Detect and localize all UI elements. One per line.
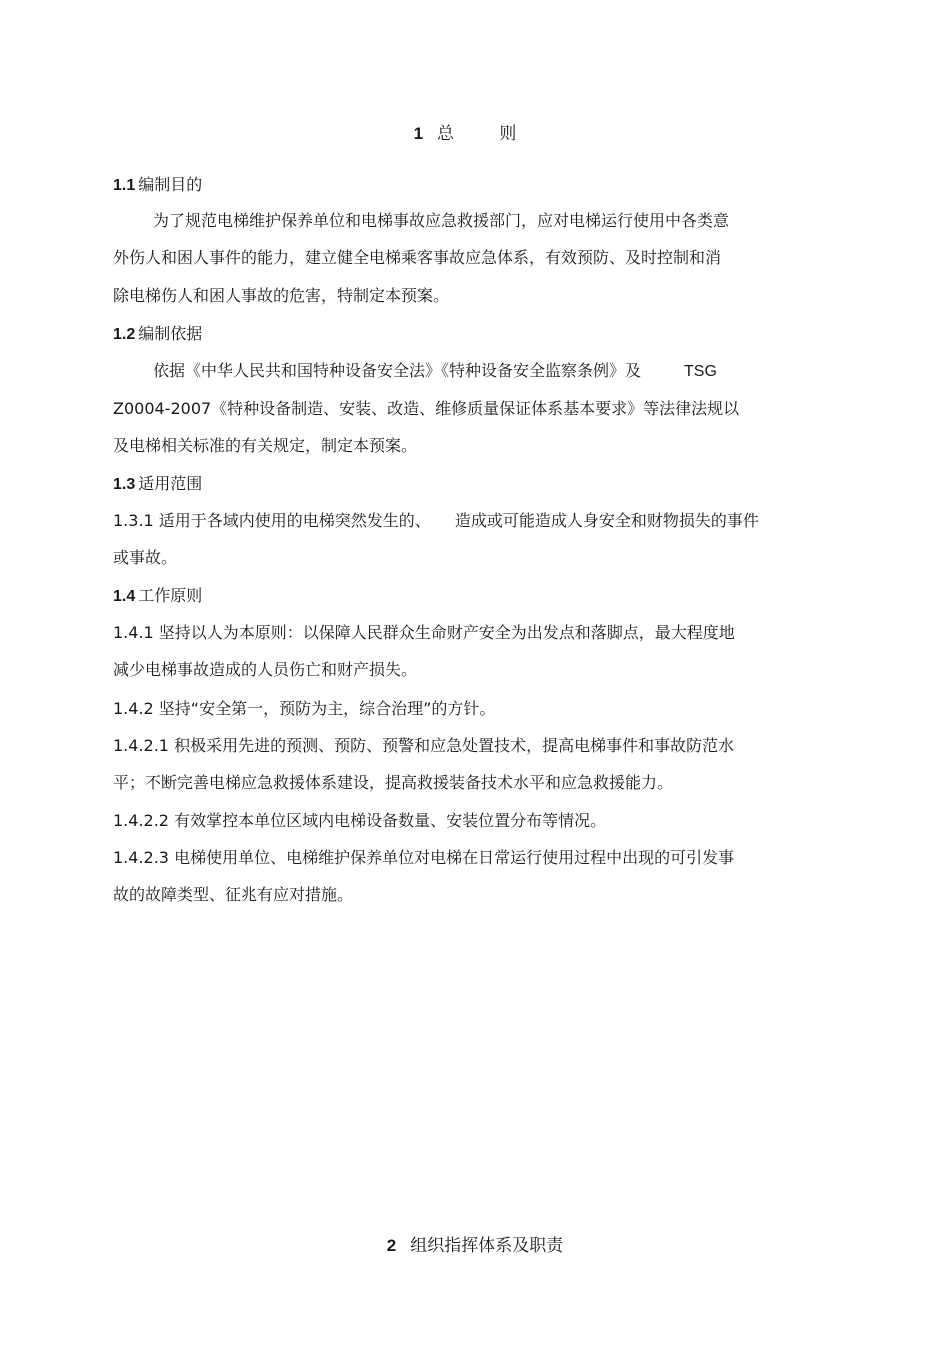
- section-1-2-number: 1.2: [113, 326, 136, 343]
- chapter-1-title: [0, 122, 950, 146]
- chapter-2-number: 2: [386, 1236, 397, 1255]
- paragraph-text: 1.3.1 适用于各域内使用的电梯突然发生的、: [113, 511, 431, 530]
- chapter-2-title: [0, 1234, 950, 1258]
- paragraph-line: 外伤人和困人事件的能力，建立健全电梯乘客事故应急体系，有效预防、及时控制和消: [113, 248, 722, 267]
- paragraph-line: 除电梯伤人和困人事故的危害，特制定本预案。: [113, 286, 450, 305]
- section-1-4-title: 工作原则: [138, 586, 203, 605]
- paragraph-line: [153, 360, 717, 383]
- paragraph-line: 减少电梯事故造成的人员伤亡和财产损失。: [113, 660, 418, 679]
- section-1-4-number: 1.4: [113, 588, 136, 605]
- paragraph-line: 故的故障类型、征兆有应对措施。: [113, 885, 354, 904]
- paragraph-line: 1.4.2.2 有效掌控本单位区域内电梯设备数量、安装位置分布等情况。: [113, 811, 607, 830]
- paragraph-line: 1.4.2 坚持“安全第一，预防为主，综合治理”的方针。: [113, 699, 496, 718]
- paragraph-line: 1.4.1 坚持以人为本原则：以保障人民群众生命财产安全为出发点和落脚点，最大程度地: [113, 623, 735, 642]
- section-1-1-heading: [113, 174, 202, 197]
- paragraph-text: 依据《中华人民共和国特种设备安全法》《特种设备安全监察条例》及: [153, 361, 642, 380]
- paragraph-line: 1.4.2.3 电梯使用单位、电梯维护保养单位对电梯在日常运行使用过程中出现的可引发事: [113, 848, 735, 867]
- section-1-3-title: 适用范围: [138, 474, 203, 493]
- paragraph-line: 或事故。: [113, 548, 178, 567]
- paragraph-line: 为了规范电梯维护保养单位和电梯事故应急救援部门，应对电梯运行使用中各类意: [153, 211, 730, 230]
- section-1-2-title: 编制依据: [138, 324, 203, 343]
- chapter-2-title-text: 组织指挥体系及职责: [410, 1236, 564, 1256]
- section-1-4-heading: [113, 585, 202, 608]
- standard-code: TSG: [684, 363, 717, 380]
- paragraph-line: [113, 510, 759, 532]
- section-1-3-heading: [113, 473, 202, 496]
- paragraph-line: 1.4.2.1 积极采用先进的预测、预防、预警和应急处置技术，提高电梯事件和事故防范水: [113, 736, 735, 755]
- chapter-1-title-text: 总 则: [437, 124, 537, 144]
- section-1-3-number: 1.3: [113, 476, 136, 493]
- section-1-1-number: 1.1: [113, 177, 136, 194]
- paragraph-line: 平；不断完善电梯应急救援体系建设，提高救援装备技术水平和应急救援能力。: [113, 773, 674, 792]
- section-1-2-heading: [113, 323, 202, 346]
- chapter-1-number: 1: [413, 124, 424, 143]
- paragraph-line: 及电梯相关标准的有关规定，制定本预案。: [113, 436, 418, 455]
- section-1-1-title: 编制目的: [138, 175, 203, 194]
- paragraph-line: Z0004-2007《特种设备制造、安装、改造、维修质量保证体系基本要求》等法律法规以: [113, 399, 740, 418]
- paragraph-text: 造成或可能造成人身安全和财物损失的事件: [454, 511, 759, 530]
